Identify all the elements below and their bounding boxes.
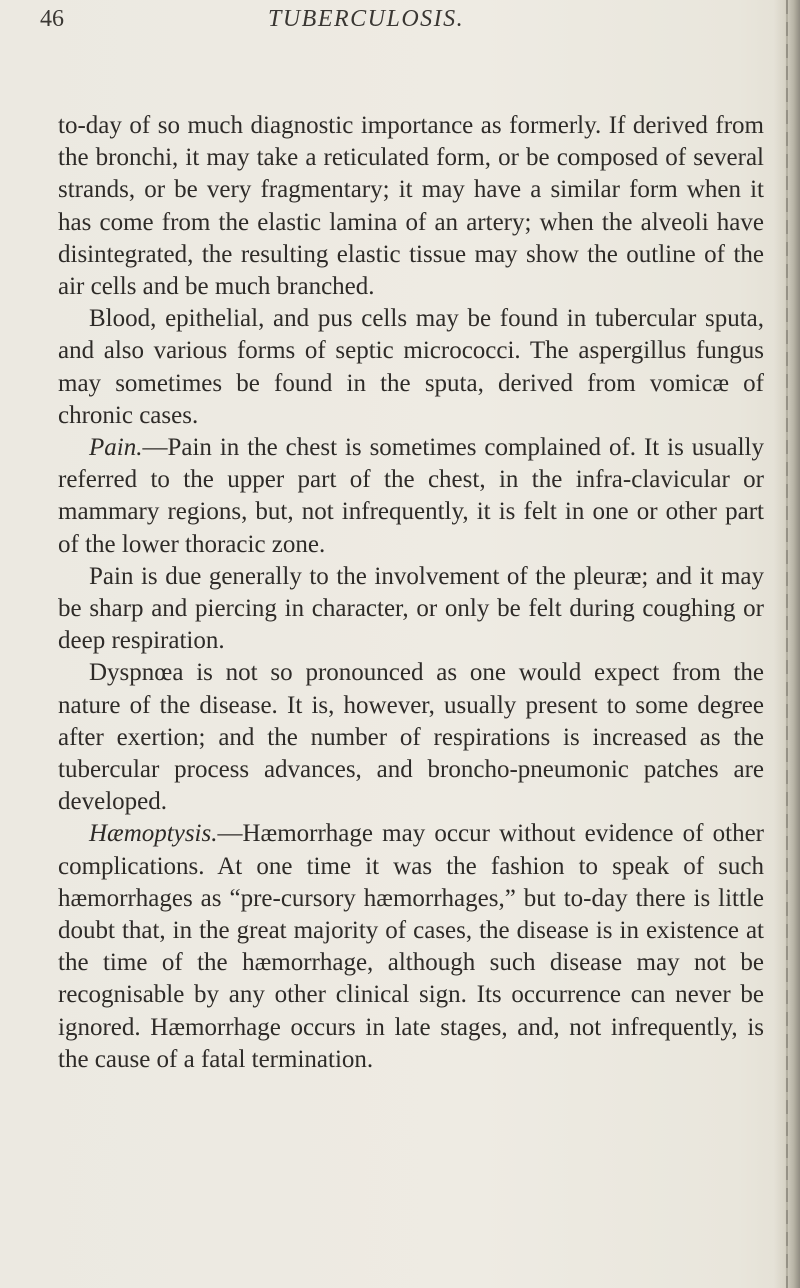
paragraph-dyspnoea [58, 657, 764, 818]
paragraph-blood-cells [58, 303, 764, 432]
page-header [40, 6, 740, 40]
section-heading-pain: Pain. [89, 434, 143, 462]
running-title: TUBERCULOSIS. [268, 6, 465, 32]
paragraph-text: Pain is due generally to the involvement of the pleuræ; and it may be sharp and piercing in character, or only be felt during coughing or deep respiration. [58, 562, 764, 655]
paragraph-elastic-fibres [58, 110, 764, 303]
paragraph-text: —Hæmorrhage may occur without evidence of other complications. At one time it was the fashion to speak of such hæmorrhages as “pre-cursory hæmorrhages,” but to-day there is little doubt that, in the great majority of cases, the disease is in existence at the time of the hæmorrhage, although such disease may not be recognisable by any other clinical sign. Its occurrence can never be ignored. Hæmorrhage occurs in late stages, and, not infrequently, is the cause of a fatal termination. [58, 820, 764, 1073]
paragraph-text: —Pain in the chest is sometimes complained of. It is usually referred to the upper part of the chest, in the infra-clavicular or mammary regions, but, not infrequently, it is felt in one or other part of the lower thoracic zone. [58, 434, 764, 558]
page-edge-binding [786, 0, 788, 1288]
paragraph-pain [58, 432, 764, 561]
paragraph-text: Dyspnœa is not so pronounced as one would expect from the nature of the disease. It is, however, usually present to some degree after exertion; and the number of respirations is increased as the tubercular process advances, and broncho-pneumonic patches are developed. [58, 659, 764, 816]
paragraph-text: to-day of so much diagnostic importance as formerly. If derived from the bronchi, it may take a reticulated form, or be composed of several strands, or be very fragmentary; it may have a similar form when it has come from the elastic lamina of an artery; when the alveoli have disintegrated, the resulting elastic tissue may show the outline of the air cells and be much branched. [58, 112, 764, 301]
body-text [58, 110, 764, 1076]
paragraph-text: Blood, epithelial, and pus cells may be found in tubercular sputa, and also various forms of septic micrococci. The aspergillus fungus may sometimes be found in the sputa, derived from vomicæ of chronic cases. [58, 305, 764, 429]
section-heading-haemoptysis: Hæmoptysis. [89, 820, 218, 848]
paragraph-haemoptysis [58, 818, 764, 1076]
paragraph-pain-cause [58, 561, 764, 658]
page-number: 46 [40, 6, 64, 32]
